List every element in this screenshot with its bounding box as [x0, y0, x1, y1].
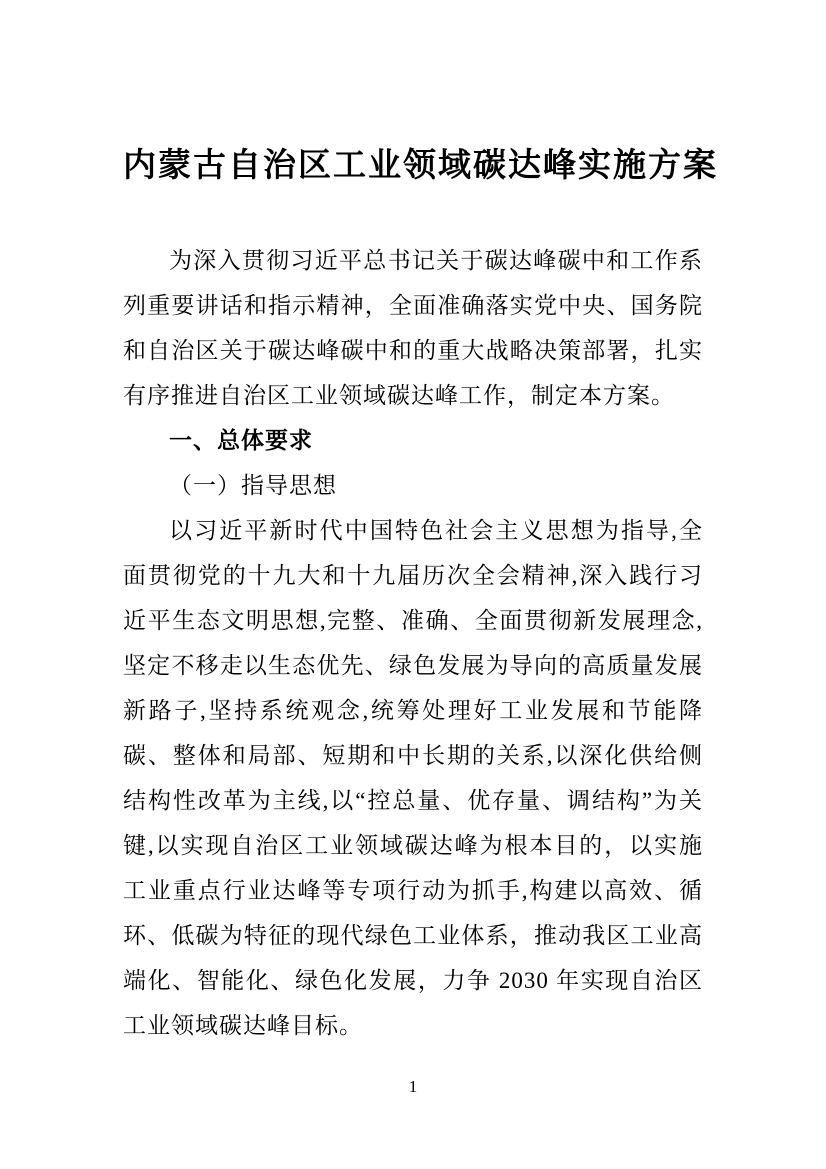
section-subheading: （一）指导思想: [169, 473, 337, 498]
document-content: [123, 0, 718, 1048]
document-title: 内蒙古自治区工业领域碳达峰实施方案: [123, 148, 718, 184]
section-heading: 一、总体要求: [169, 427, 313, 453]
intro-paragraph: 为深入贯彻习近平总书记关于碳达峰碳中和工作系列重要讲话和指示精神，全面准确落实党中央、国务院和自治区关于碳达峰碳中和的重大战略决策部署，扎实有序推进自治区工业领域碳达峰工作，制定本方案。: [123, 248, 703, 408]
section-paragraph: 以习近平新时代中国特色社会主义思想为指导,全面贯彻党的十九大和十九届历次全会精神,深入践行习近平生态文明思想,完整、准确、全面贯彻新发展理念,坚定不移走以生态优先、绿色发展为导向的高质量发展新路子,坚持系统观念,统筹处理好工业发展和节能降碳、整体和局部、短期和中长期的关系,以深化供给侧结构性改革为主线,以“控总量、优存量、调结构”为关键,以实现自治区工业领域碳达峰为根本目的，以实施工业重点行业达峰等专项行动为抓手,构建以高效、循环、低碳为特征的现代绿色工业体系，推动我区工业高端化、智能化、绿色化发展，力争 2030 年实现自治区工业领域碳达峰目标。: [123, 518, 703, 1038]
page-number: 1: [408, 1077, 418, 1096]
page-footer: [0, 1076, 826, 1098]
